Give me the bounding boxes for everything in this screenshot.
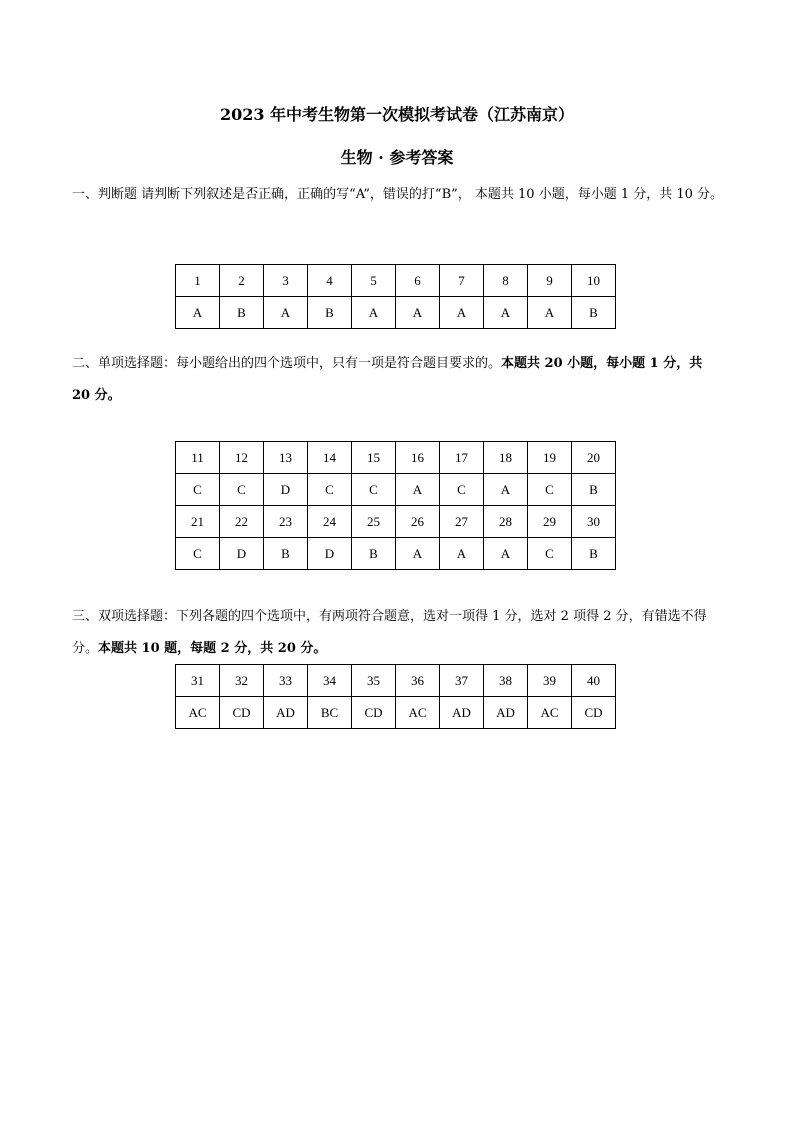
table-cell: 37 (440, 665, 484, 697)
document-title: 2023 年中考生物第一次模拟考试卷（江苏南京） (219, 105, 575, 124)
table-cell: A (352, 297, 396, 329)
section-3-answer-table (175, 664, 616, 729)
table-cell: 30 (572, 506, 616, 538)
table-cell: 8 (484, 265, 528, 297)
table-cell: 16 (396, 442, 440, 474)
table-cell: AD (264, 697, 308, 729)
table-row (176, 665, 616, 697)
table-cell: A (440, 297, 484, 329)
table-row (176, 506, 616, 538)
table-cell: A (176, 297, 220, 329)
table-cell: 26 (396, 506, 440, 538)
table-row (176, 538, 616, 570)
table-cell: 23 (264, 506, 308, 538)
table-row (176, 697, 616, 729)
table-cell: 28 (484, 506, 528, 538)
table-cell: 14 (308, 442, 352, 474)
table-cell: 36 (396, 665, 440, 697)
table-cell: 32 (220, 665, 264, 697)
table-cell: 15 (352, 442, 396, 474)
table-cell: A (264, 297, 308, 329)
table-cell: B (264, 538, 308, 570)
table-cell: AC (396, 697, 440, 729)
table-cell: 12 (220, 442, 264, 474)
table-cell: A (396, 538, 440, 570)
table-cell: C (176, 538, 220, 570)
table-cell: D (264, 474, 308, 506)
section-2-answer-table (175, 441, 616, 570)
table-cell: 24 (308, 506, 352, 538)
section-1-body: 请判断下列叙述是否正确，正确的写“A”，错误的打“B”， (137, 187, 471, 202)
table-cell: 21 (176, 506, 220, 538)
table-cell: 25 (352, 506, 396, 538)
table-cell: 40 (572, 665, 616, 697)
table-cell: 27 (440, 506, 484, 538)
table-cell: 17 (440, 442, 484, 474)
document-subtitle: 生物 · 参考答案 (340, 148, 454, 167)
table-cell: A (440, 538, 484, 570)
section-1-instructions (72, 179, 724, 211)
table-cell: 3 (264, 265, 308, 297)
table-cell: AD (484, 697, 528, 729)
table-cell: 5 (352, 265, 396, 297)
table-cell: D (220, 538, 264, 570)
table-cell: A (484, 297, 528, 329)
table-cell: C (528, 538, 572, 570)
table-cell: 2 (220, 265, 264, 297)
table-cell: 34 (308, 665, 352, 697)
table-cell: B (220, 297, 264, 329)
table-cell: 9 (528, 265, 572, 297)
table-cell: 19 (528, 442, 572, 474)
table-cell: 20 (572, 442, 616, 474)
table-cell: 13 (264, 442, 308, 474)
table-cell: 29 (528, 506, 572, 538)
table-cell: 10 (572, 265, 616, 297)
table-cell: 31 (176, 665, 220, 697)
table-cell: 33 (264, 665, 308, 697)
table-cell: 38 (484, 665, 528, 697)
section-2-lead: 二、单项选择题：每小题给出的四个选项中，只有一项是符合题目要求的。 (72, 356, 502, 371)
table-cell: 1 (176, 265, 220, 297)
table-cell: CD (352, 697, 396, 729)
table-cell: C (440, 474, 484, 506)
table-cell: 11 (176, 442, 220, 474)
table-cell: 18 (484, 442, 528, 474)
table-cell: 39 (528, 665, 572, 697)
table-cell: 22 (220, 506, 264, 538)
table-cell: AC (528, 697, 572, 729)
section-1-answer-table (175, 264, 616, 329)
table-row (176, 297, 616, 329)
table-cell: C (308, 474, 352, 506)
table-cell: A (528, 297, 572, 329)
table-cell: A (484, 538, 528, 570)
table-row (176, 474, 616, 506)
table-cell: A (396, 474, 440, 506)
table-cell: 7 (440, 265, 484, 297)
section-3-lead: 三、双项选择题：下列各题的四个选项中，有两项符合题意，选对一项得 1 分，选对 2 项得 2 分，有错选不得分。 (72, 609, 707, 656)
section-3-tail: 本题共 10 题，每题 2 分，共 20 分。 (98, 641, 327, 656)
table-row (176, 442, 616, 474)
table-cell: B (572, 297, 616, 329)
table-row (176, 265, 616, 297)
table-cell: CD (220, 697, 264, 729)
table-cell: C (176, 474, 220, 506)
table-cell: CD (572, 697, 616, 729)
table-cell: AC (176, 697, 220, 729)
table-cell: BC (308, 697, 352, 729)
section-2-tail: 本题共 20 小题，每小题 1 分，共 20 分。 (72, 356, 703, 403)
table-cell: A (396, 297, 440, 329)
table-cell: D (308, 538, 352, 570)
table-cell: B (572, 538, 616, 570)
table-cell: AD (440, 697, 484, 729)
table-cell: 6 (396, 265, 440, 297)
section-1-tail: 本题共 10 小题，每小题 1 分，共 10 分。 (470, 187, 724, 202)
table-cell: 4 (308, 265, 352, 297)
table-cell: 35 (352, 665, 396, 697)
table-cell: B (572, 474, 616, 506)
table-cell: C (352, 474, 396, 506)
section-2-instructions (72, 348, 724, 412)
table-cell: C (220, 474, 264, 506)
section-1-lead: 一、判断题 (72, 187, 138, 202)
section-3-instructions (72, 601, 724, 665)
table-cell: A (484, 474, 528, 506)
table-cell: B (308, 297, 352, 329)
table-cell: C (528, 474, 572, 506)
table-cell: B (352, 538, 396, 570)
